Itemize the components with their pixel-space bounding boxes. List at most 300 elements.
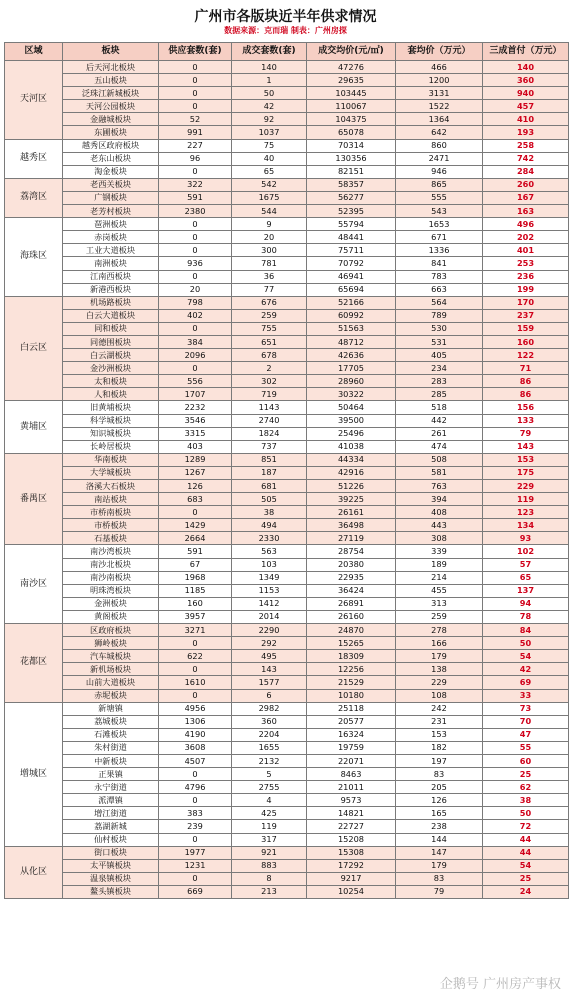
deals-cell: 1 <box>232 74 307 87</box>
avg-price-cell: 48441 <box>307 231 396 244</box>
plate-cell: 狮岭板块 <box>63 637 159 650</box>
table-row <box>5 833 569 846</box>
table-row <box>5 74 569 87</box>
plate-cell: 新机场板块 <box>63 663 159 676</box>
avg-price-cell: 82151 <box>307 165 396 178</box>
plate-cell: 朱村街道 <box>63 741 159 754</box>
deals-cell: 143 <box>232 663 307 676</box>
avg-price-cell: 50464 <box>307 401 396 414</box>
deals-cell: 883 <box>232 859 307 872</box>
plate-cell: 白云湖板块 <box>63 349 159 362</box>
plate-cell: 大学城板块 <box>63 466 159 479</box>
unit-price-cell: 144 <box>396 833 483 846</box>
down-payment-cell: 137 <box>483 584 569 597</box>
down-payment-cell: 123 <box>483 506 569 519</box>
table-row <box>5 427 569 440</box>
table-row <box>5 702 569 715</box>
down-payment-cell: 42 <box>483 663 569 676</box>
deals-cell: 75 <box>232 139 307 152</box>
col-header-deals: 成交套数(套) <box>232 43 307 61</box>
district-cell: 荔湾区 <box>5 178 63 217</box>
supply-cell: 0 <box>159 506 232 519</box>
avg-price-cell: 39225 <box>307 493 396 506</box>
down-payment-cell: 25 <box>483 768 569 781</box>
deals-cell: 1143 <box>232 401 307 414</box>
table-row <box>5 335 569 348</box>
deals-cell: 1412 <box>232 597 307 610</box>
avg-price-cell: 12256 <box>307 663 396 676</box>
down-payment-cell: 193 <box>483 126 569 139</box>
watermark: 企鹅号 广州房产事权 <box>439 977 561 992</box>
table-row <box>5 610 569 623</box>
deals-cell: 213 <box>232 885 307 898</box>
district-cell: 番禺区 <box>5 453 63 545</box>
table-row <box>5 152 569 165</box>
table-row <box>5 113 569 126</box>
plate-cell: 南沙南板块 <box>63 571 159 584</box>
supply-cell: 0 <box>159 100 232 113</box>
plate-cell: 南沙湾板块 <box>63 545 159 558</box>
table-row <box>5 597 569 610</box>
plate-cell: 区政府板块 <box>63 624 159 637</box>
supply-cell: 0 <box>159 244 232 257</box>
deals-cell: 1037 <box>232 126 307 139</box>
supply-cell: 2380 <box>159 205 232 218</box>
unit-price-cell: 234 <box>396 362 483 375</box>
unit-price-cell: 278 <box>396 624 483 637</box>
plate-cell: 同德围板块 <box>63 335 159 348</box>
unit-price-cell: 860 <box>396 139 483 152</box>
avg-price-cell: 17705 <box>307 362 396 375</box>
table-row <box>5 872 569 885</box>
supply-cell: 0 <box>159 74 232 87</box>
down-payment-cell: 70 <box>483 715 569 728</box>
plate-cell: 泛珠江新城板块 <box>63 87 159 100</box>
table-row <box>5 244 569 257</box>
plate-cell: 老芳村板块 <box>63 205 159 218</box>
plate-cell: 科学城板块 <box>63 414 159 427</box>
plate-cell: 正果镇 <box>63 768 159 781</box>
deals-cell: 921 <box>232 846 307 859</box>
supply-cell: 2096 <box>159 349 232 362</box>
avg-price-cell: 17292 <box>307 859 396 872</box>
unit-price-cell: 443 <box>396 519 483 532</box>
supply-cell: 0 <box>159 231 232 244</box>
avg-price-cell: 52166 <box>307 296 396 309</box>
supply-cell: 160 <box>159 597 232 610</box>
unit-price-cell: 408 <box>396 506 483 519</box>
district-cell: 增城区 <box>5 702 63 846</box>
col-header-plate: 板块 <box>63 43 159 61</box>
unit-price-cell: 197 <box>396 754 483 767</box>
deals-cell: 65 <box>232 165 307 178</box>
down-payment-cell: 65 <box>483 571 569 584</box>
supply-cell: 227 <box>159 139 232 152</box>
district-cell: 白云区 <box>5 296 63 401</box>
down-payment-cell: 54 <box>483 650 569 663</box>
down-payment-cell: 229 <box>483 480 569 493</box>
table-row <box>5 100 569 113</box>
supply-cell: 991 <box>159 126 232 139</box>
unit-price-cell: 474 <box>396 440 483 453</box>
avg-price-cell: 60992 <box>307 309 396 322</box>
down-payment-cell: 940 <box>483 87 569 100</box>
avg-price-cell: 15208 <box>307 833 396 846</box>
deals-cell: 1655 <box>232 741 307 754</box>
unit-price-cell: 3131 <box>396 87 483 100</box>
supply-cell: 384 <box>159 335 232 348</box>
supply-cell: 0 <box>159 768 232 781</box>
down-payment-cell: 94 <box>483 597 569 610</box>
supply-cell: 67 <box>159 558 232 571</box>
plate-cell: 五山板块 <box>63 74 159 87</box>
deals-cell: 755 <box>232 322 307 335</box>
col-header-down-payment: 三成首付（万元） <box>483 43 569 61</box>
avg-price-cell: 30322 <box>307 388 396 401</box>
deals-cell: 8 <box>232 872 307 885</box>
unit-price-cell: 238 <box>396 820 483 833</box>
down-payment-cell: 260 <box>483 178 569 191</box>
down-payment-cell: 47 <box>483 728 569 741</box>
down-payment-cell: 143 <box>483 440 569 453</box>
down-payment-cell: 84 <box>483 624 569 637</box>
table-row <box>5 440 569 453</box>
table-row <box>5 794 569 807</box>
unit-price-cell: 205 <box>396 781 483 794</box>
plate-cell: 洛溪大石板块 <box>63 480 159 493</box>
unit-price-cell: 214 <box>396 571 483 584</box>
plate-cell: 永宁街道 <box>63 781 159 794</box>
deals-cell: 187 <box>232 466 307 479</box>
avg-price-cell: 110067 <box>307 100 396 113</box>
plate-cell: 温泉镇板块 <box>63 872 159 885</box>
plate-cell: 老西关板块 <box>63 178 159 191</box>
table-row <box>5 859 569 872</box>
table-row <box>5 676 569 689</box>
table-row <box>5 846 569 859</box>
supply-cell: 403 <box>159 440 232 453</box>
unit-price-cell: 789 <box>396 309 483 322</box>
unit-price-cell: 79 <box>396 885 483 898</box>
table-row <box>5 820 569 833</box>
supply-cell: 0 <box>159 322 232 335</box>
table-row <box>5 754 569 767</box>
supply-cell: 96 <box>159 152 232 165</box>
unit-price-cell: 865 <box>396 178 483 191</box>
deals-cell: 300 <box>232 244 307 257</box>
unit-price-cell: 166 <box>396 637 483 650</box>
plate-cell: 市桥板块 <box>63 519 159 532</box>
table-row <box>5 493 569 506</box>
down-payment-cell: 25 <box>483 872 569 885</box>
table-row <box>5 205 569 218</box>
avg-price-cell: 14821 <box>307 807 396 820</box>
avg-price-cell: 42636 <box>307 349 396 362</box>
down-payment-cell: 167 <box>483 191 569 204</box>
down-payment-cell: 71 <box>483 362 569 375</box>
down-payment-cell: 410 <box>483 113 569 126</box>
down-payment-cell: 170 <box>483 296 569 309</box>
deals-cell: 36 <box>232 270 307 283</box>
unit-price-cell: 555 <box>396 191 483 204</box>
deals-cell: 495 <box>232 650 307 663</box>
down-payment-cell: 57 <box>483 558 569 571</box>
down-payment-cell: 119 <box>483 493 569 506</box>
table-row <box>5 715 569 728</box>
unit-price-cell: 179 <box>396 859 483 872</box>
deals-cell: 92 <box>232 113 307 126</box>
avg-price-cell: 24870 <box>307 624 396 637</box>
avg-price-cell: 56277 <box>307 191 396 204</box>
supply-cell: 0 <box>159 362 232 375</box>
avg-price-cell: 55794 <box>307 218 396 231</box>
down-payment-cell: 72 <box>483 820 569 833</box>
down-payment-cell: 284 <box>483 165 569 178</box>
table-row <box>5 558 569 571</box>
plate-cell: 荔湖新城 <box>63 820 159 833</box>
plate-cell: 金洲板块 <box>63 597 159 610</box>
unit-price-cell: 841 <box>396 257 483 270</box>
down-payment-cell: 86 <box>483 375 569 388</box>
deals-cell: 2014 <box>232 610 307 623</box>
supply-cell: 591 <box>159 191 232 204</box>
supply-cell: 936 <box>159 257 232 270</box>
unit-price-cell: 442 <box>396 414 483 427</box>
unit-price-cell: 1653 <box>396 218 483 231</box>
deals-cell: 119 <box>232 820 307 833</box>
avg-price-cell: 26161 <box>307 506 396 519</box>
unit-price-cell: 313 <box>396 597 483 610</box>
report-header <box>0 0 571 42</box>
avg-price-cell: 8463 <box>307 768 396 781</box>
supply-cell: 1968 <box>159 571 232 584</box>
avg-price-cell: 65694 <box>307 283 396 296</box>
supply-cell: 1977 <box>159 846 232 859</box>
table-row <box>5 165 569 178</box>
avg-price-cell: 51563 <box>307 322 396 335</box>
supply-cell: 0 <box>159 872 232 885</box>
supply-cell: 1610 <box>159 676 232 689</box>
unit-price-cell: 783 <box>396 270 483 283</box>
supply-cell: 3957 <box>159 610 232 623</box>
deals-cell: 1577 <box>232 676 307 689</box>
deals-cell: 360 <box>232 715 307 728</box>
supply-cell: 591 <box>159 545 232 558</box>
district-cell: 花都区 <box>5 624 63 703</box>
table-row <box>5 650 569 663</box>
supply-cell: 2664 <box>159 532 232 545</box>
unit-price-cell: 231 <box>396 715 483 728</box>
supply-cell: 3608 <box>159 741 232 754</box>
plate-cell: 明珠湾板块 <box>63 584 159 597</box>
supply-cell: 1289 <box>159 453 232 466</box>
avg-price-cell: 22727 <box>307 820 396 833</box>
avg-price-cell: 29635 <box>307 74 396 87</box>
avg-price-cell: 22071 <box>307 754 396 767</box>
district-cell: 海珠区 <box>5 218 63 297</box>
plate-cell: 同和板块 <box>63 322 159 335</box>
avg-price-cell: 48712 <box>307 335 396 348</box>
plate-cell: 市桥南板块 <box>63 506 159 519</box>
supply-cell: 1306 <box>159 715 232 728</box>
unit-price-cell: 182 <box>396 741 483 754</box>
table-row <box>5 781 569 794</box>
table-row <box>5 624 569 637</box>
table-row <box>5 191 569 204</box>
unit-price-cell: 581 <box>396 466 483 479</box>
avg-price-cell: 15308 <box>307 846 396 859</box>
supply-cell: 2232 <box>159 401 232 414</box>
down-payment-cell: 140 <box>483 61 569 74</box>
deals-cell: 737 <box>232 440 307 453</box>
avg-price-cell: 70314 <box>307 139 396 152</box>
supply-cell: 0 <box>159 165 232 178</box>
unit-price-cell: 530 <box>396 322 483 335</box>
table-row <box>5 257 569 270</box>
avg-price-cell: 130356 <box>307 152 396 165</box>
avg-price-cell: 44334 <box>307 453 396 466</box>
down-payment-cell: 50 <box>483 637 569 650</box>
deals-cell: 1824 <box>232 427 307 440</box>
unit-price-cell: 508 <box>396 453 483 466</box>
table-row <box>5 126 569 139</box>
plate-cell: 赤坭板块 <box>63 689 159 702</box>
table-row <box>5 663 569 676</box>
down-payment-cell: 44 <box>483 833 569 846</box>
deals-cell: 6 <box>232 689 307 702</box>
deals-cell: 292 <box>232 637 307 650</box>
avg-price-cell: 26891 <box>307 597 396 610</box>
supply-cell: 1267 <box>159 466 232 479</box>
plate-cell: 黄阁板块 <box>63 610 159 623</box>
supply-cell: 556 <box>159 375 232 388</box>
plate-cell: 知识城板块 <box>63 427 159 440</box>
down-payment-cell: 38 <box>483 794 569 807</box>
avg-price-cell: 26160 <box>307 610 396 623</box>
down-payment-cell: 73 <box>483 702 569 715</box>
table-row <box>5 296 569 309</box>
unit-price-cell: 543 <box>396 205 483 218</box>
unit-price-cell: 466 <box>396 61 483 74</box>
supply-cell: 3315 <box>159 427 232 440</box>
down-payment-cell: 60 <box>483 754 569 767</box>
plate-cell: 增江街道 <box>63 807 159 820</box>
unit-price-cell: 1522 <box>396 100 483 113</box>
supply-cell: 0 <box>159 270 232 283</box>
supply-cell: 322 <box>159 178 232 191</box>
supply-cell: 402 <box>159 309 232 322</box>
table-header-row <box>5 43 569 61</box>
unit-price-cell: 455 <box>396 584 483 597</box>
table-row <box>5 506 569 519</box>
unit-price-cell: 564 <box>396 296 483 309</box>
plate-cell: 人和板块 <box>63 388 159 401</box>
unit-price-cell: 83 <box>396 872 483 885</box>
supply-cell: 20 <box>159 283 232 296</box>
table-row <box>5 768 569 781</box>
supply-cell: 4507 <box>159 754 232 767</box>
avg-price-cell: 28754 <box>307 545 396 558</box>
plate-cell: 太和板块 <box>63 375 159 388</box>
unit-price-cell: 405 <box>396 349 483 362</box>
deals-cell: 2 <box>232 362 307 375</box>
avg-price-cell: 15265 <box>307 637 396 650</box>
page-title: 广州市各版块近半年供求情况 <box>194 9 377 25</box>
table-row <box>5 349 569 362</box>
unit-price-cell: 663 <box>396 283 483 296</box>
down-payment-cell: 156 <box>483 401 569 414</box>
plate-cell: 金沙洲板块 <box>63 362 159 375</box>
down-payment-cell: 457 <box>483 100 569 113</box>
deals-cell: 317 <box>232 833 307 846</box>
table-row <box>5 637 569 650</box>
unit-price-cell: 518 <box>396 401 483 414</box>
plate-cell: 长岭居板块 <box>63 440 159 453</box>
district-cell: 从化区 <box>5 846 63 898</box>
table-row <box>5 545 569 558</box>
unit-price-cell: 153 <box>396 728 483 741</box>
supply-cell: 0 <box>159 794 232 807</box>
plate-cell: 中新板块 <box>63 754 159 767</box>
deals-cell: 140 <box>232 61 307 74</box>
plate-cell: 石滩板块 <box>63 728 159 741</box>
down-payment-cell: 54 <box>483 859 569 872</box>
avg-price-cell: 20380 <box>307 558 396 571</box>
deals-cell: 425 <box>232 807 307 820</box>
avg-price-cell: 47276 <box>307 61 396 74</box>
unit-price-cell: 242 <box>396 702 483 715</box>
plate-cell: 鳌头镇板块 <box>63 885 159 898</box>
avg-price-cell: 27119 <box>307 532 396 545</box>
supply-cell: 4956 <box>159 702 232 715</box>
down-payment-cell: 236 <box>483 270 569 283</box>
unit-price-cell: 1200 <box>396 74 483 87</box>
avg-price-cell: 41038 <box>307 440 396 453</box>
table-row <box>5 532 569 545</box>
unit-price-cell: 308 <box>396 532 483 545</box>
avg-price-cell: 10180 <box>307 689 396 702</box>
supply-cell: 3271 <box>159 624 232 637</box>
unit-price-cell: 147 <box>396 846 483 859</box>
table-row <box>5 61 569 74</box>
unit-price-cell: 165 <box>396 807 483 820</box>
supply-cell: 239 <box>159 820 232 833</box>
down-payment-cell: 69 <box>483 676 569 689</box>
plate-cell: 太平镇板块 <box>63 859 159 872</box>
plate-cell: 赤岗板块 <box>63 231 159 244</box>
supply-cell: 383 <box>159 807 232 820</box>
supply-cell: 1429 <box>159 519 232 532</box>
avg-price-cell: 21529 <box>307 676 396 689</box>
plate-cell: 南沙北板块 <box>63 558 159 571</box>
deals-cell: 38 <box>232 506 307 519</box>
supply-cell: 622 <box>159 650 232 663</box>
down-payment-cell: 79 <box>483 427 569 440</box>
deals-cell: 678 <box>232 349 307 362</box>
table-row <box>5 139 569 152</box>
down-payment-cell: 742 <box>483 152 569 165</box>
table-row <box>5 388 569 401</box>
avg-price-cell: 36424 <box>307 584 396 597</box>
plate-cell: 旧黄埔板块 <box>63 401 159 414</box>
plate-cell: 琶洲板块 <box>63 218 159 231</box>
deals-cell: 50 <box>232 87 307 100</box>
supply-cell: 798 <box>159 296 232 309</box>
unit-price-cell: 189 <box>396 558 483 571</box>
deals-cell: 505 <box>232 493 307 506</box>
table-row <box>5 807 569 820</box>
table-row <box>5 322 569 335</box>
